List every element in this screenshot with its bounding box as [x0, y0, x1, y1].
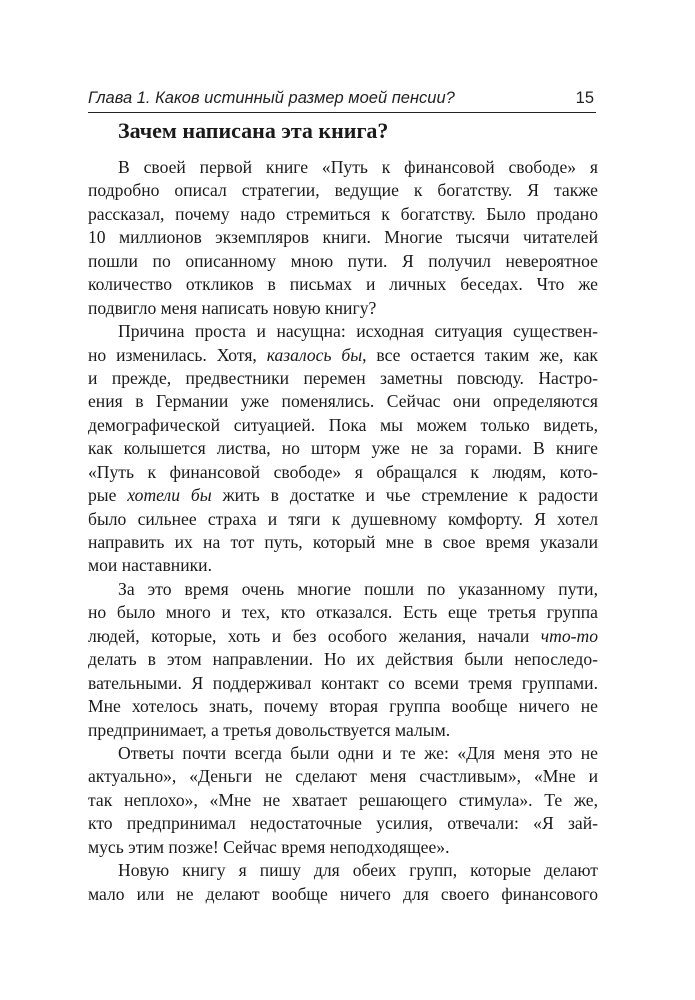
text-run: актуально», «Деньги не сделают меня счастливым», «Мне и — [88, 766, 598, 787]
text-run: ения в Германии уже поменялись. Сейчас они определяются — [88, 391, 598, 412]
text-run: Новую книгу я пишу для обеих групп, которые делают — [118, 860, 598, 881]
text-run: Ответы почти всегда были одни и те же: «Для меня это не — [118, 742, 598, 763]
text-line — [88, 812, 598, 835]
text-run: подробно описал стратегии, ведущие к богатству. Я также — [88, 180, 598, 201]
paragraph — [88, 320, 598, 578]
text-line — [88, 226, 598, 249]
text-line — [88, 836, 598, 859]
text-run: предпринимает, а третья довольствуется малым. — [88, 719, 451, 740]
text-run: мои наставники. — [88, 555, 212, 576]
text-run: подвигло меня написать новую книгу? — [88, 297, 377, 318]
text-line — [88, 273, 598, 296]
text-run: В своей первой книге «Путь к финансовой свободе» я — [118, 157, 598, 177]
text-line — [88, 554, 598, 577]
text-line — [88, 859, 598, 882]
text-line — [88, 297, 598, 320]
text-run: делать в этом направлении. Но их действия были непоследо- — [88, 649, 598, 670]
text-line — [88, 367, 598, 390]
text-run: кто предпринимал недостаточные усилия, отвечали: «Я зай- — [88, 813, 598, 834]
italic-emphasis: хотели бы — [127, 485, 212, 506]
text-run: 10 миллионов экземпляров книги. Многие тысячи читателей — [88, 227, 598, 248]
text-line — [88, 648, 598, 671]
text-line — [88, 437, 598, 460]
text-line — [88, 578, 598, 601]
body-text — [88, 156, 598, 906]
page-number: 15 — [575, 89, 594, 107]
text-line — [88, 789, 598, 812]
text-run: вательными. Я поддерживал контакт со всеми тремя группами. — [88, 672, 598, 693]
text-line — [88, 203, 598, 226]
text-line — [88, 461, 598, 484]
text-run: и прежде, предвестники перемен заметны повсюду. Настро- — [88, 367, 598, 388]
text-line — [88, 672, 598, 695]
text-line — [88, 765, 598, 788]
text-run: рассказал, почему надо стремиться к богатству. Было продано — [88, 203, 598, 224]
text-run: количество откликов в письмах и личных беседах. Что же — [88, 274, 598, 295]
running-header — [88, 86, 596, 113]
text-run: было сильнее страха и тяги к душевному комфорту. Я хотел — [88, 508, 598, 529]
text-line — [88, 250, 598, 273]
text-line — [88, 414, 598, 437]
text-line — [88, 601, 598, 624]
italic-emphasis: что-то — [540, 625, 598, 646]
italic-emphasis: казалось бы — [266, 344, 363, 365]
text-line — [88, 695, 598, 718]
paragraph — [88, 859, 598, 906]
text-line — [88, 883, 598, 906]
text-line — [88, 742, 598, 765]
text-line — [88, 390, 598, 413]
text-run: , все остается таким же, как — [362, 344, 598, 365]
text-run: так неплохо», «Мне не хватает решающего стимула». Те же, — [88, 789, 598, 810]
text-line — [88, 508, 598, 531]
running-title: Глава 1. Каков истинный размер моей пенсии? — [88, 89, 455, 107]
text-run: но было много и тех, кто отказался. Есть еще третья группа — [88, 602, 598, 623]
text-run: жить в достатке и чье стремление к радости — [211, 485, 599, 506]
text-run: мало или не делают вообще ничего для своего финансового — [88, 883, 598, 904]
text-run: направить их на тот путь, который мне в свое время указали — [88, 532, 598, 552]
paragraph — [88, 578, 598, 742]
text-run: рые — [88, 485, 128, 506]
text-run: мусь этим позже! Сейчас время неподходящее». — [88, 836, 450, 857]
paragraph — [88, 742, 598, 859]
section-heading: Зачем написана эта книга? — [118, 118, 389, 143]
text-run: За это время очень многие пошли по указанному пути, — [118, 578, 598, 599]
text-line — [88, 625, 598, 648]
text-line — [88, 320, 598, 343]
text-run: как колышется листва, но шторм уже не за горами. В книге — [88, 438, 598, 459]
text-line — [88, 156, 598, 179]
text-run: пошли по описанному мною пути. Я получил невероятное — [88, 250, 598, 271]
text-run: демографической ситуацией. Пока мы можем только видеть, — [88, 414, 598, 435]
paragraph — [88, 156, 598, 320]
text-line — [88, 531, 598, 554]
text-line — [88, 484, 598, 507]
text-run: но изменилась. Хотя, — [88, 344, 267, 365]
text-run: Мне хотелось знать, почему вторая группа вообще ничего не — [88, 696, 598, 717]
text-line — [88, 179, 598, 202]
text-run: людей, которые, хоть и без особого желания, начали — [88, 625, 541, 646]
text-line — [88, 719, 598, 742]
text-line — [88, 344, 598, 367]
text-run: Причина проста и насущна: исходная ситуация существен- — [118, 321, 598, 342]
text-run: «Путь к финансовой свободе» я обращался к людям, кото- — [88, 461, 598, 482]
